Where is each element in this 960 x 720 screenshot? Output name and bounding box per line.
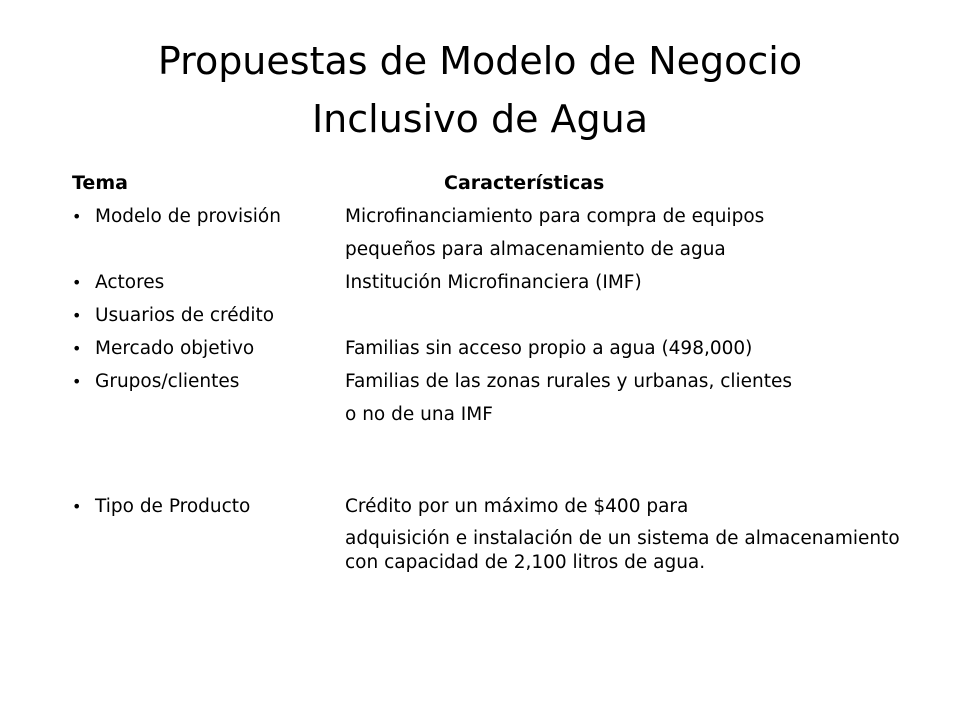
header-tema: Tema — [72, 172, 128, 194]
row-label-usuarios: Usuarios de crédito — [95, 305, 275, 326]
row-value-tipo-1: Crédito por un máximo de $400 para — [345, 496, 689, 517]
row-value-tipo-2: adquisición e instalación de un sistema de almacenamiento con capacidad de 2,100 litros de agua. — [345, 528, 900, 573]
bullet-icon: • — [72, 207, 82, 226]
row-value-grupos-1: Familias de las zonas rurales y urbanas, clientes — [345, 371, 793, 392]
header-caracteristicas: Características — [444, 172, 605, 194]
title-line-2: Inclusivo de Agua — [311, 97, 649, 141]
row-value-mercado: Familias sin acceso propio a agua (498,000) — [345, 338, 753, 359]
row-label-tipo: Tipo de Producto — [95, 496, 251, 517]
bullet-icon: • — [72, 339, 82, 358]
row-label-modelo: Modelo de provisión — [95, 206, 281, 227]
row-value-grupos-2: o no de una IMF — [345, 404, 493, 425]
row-label-mercado: Mercado objetivo — [95, 338, 255, 359]
title-line-1: Propuestas de Modelo de Negocio — [157, 39, 803, 83]
bullet-icon: • — [72, 273, 82, 292]
row-label-actores: Actores — [95, 272, 165, 293]
slide-title — [60, 32, 900, 148]
bullet-icon: • — [72, 497, 82, 516]
row-value-actores: Institución Microfinanciera (IMF) — [345, 272, 642, 293]
row-value-modelo-1: Microfinanciamiento para compra de equipos — [345, 206, 765, 227]
bullet-icon: • — [72, 372, 82, 391]
row-label-grupos: Grupos/clientes — [95, 371, 240, 392]
bullet-icon: • — [72, 306, 82, 325]
row-value-modelo-2: pequeños para almacenamiento de agua — [345, 239, 726, 260]
